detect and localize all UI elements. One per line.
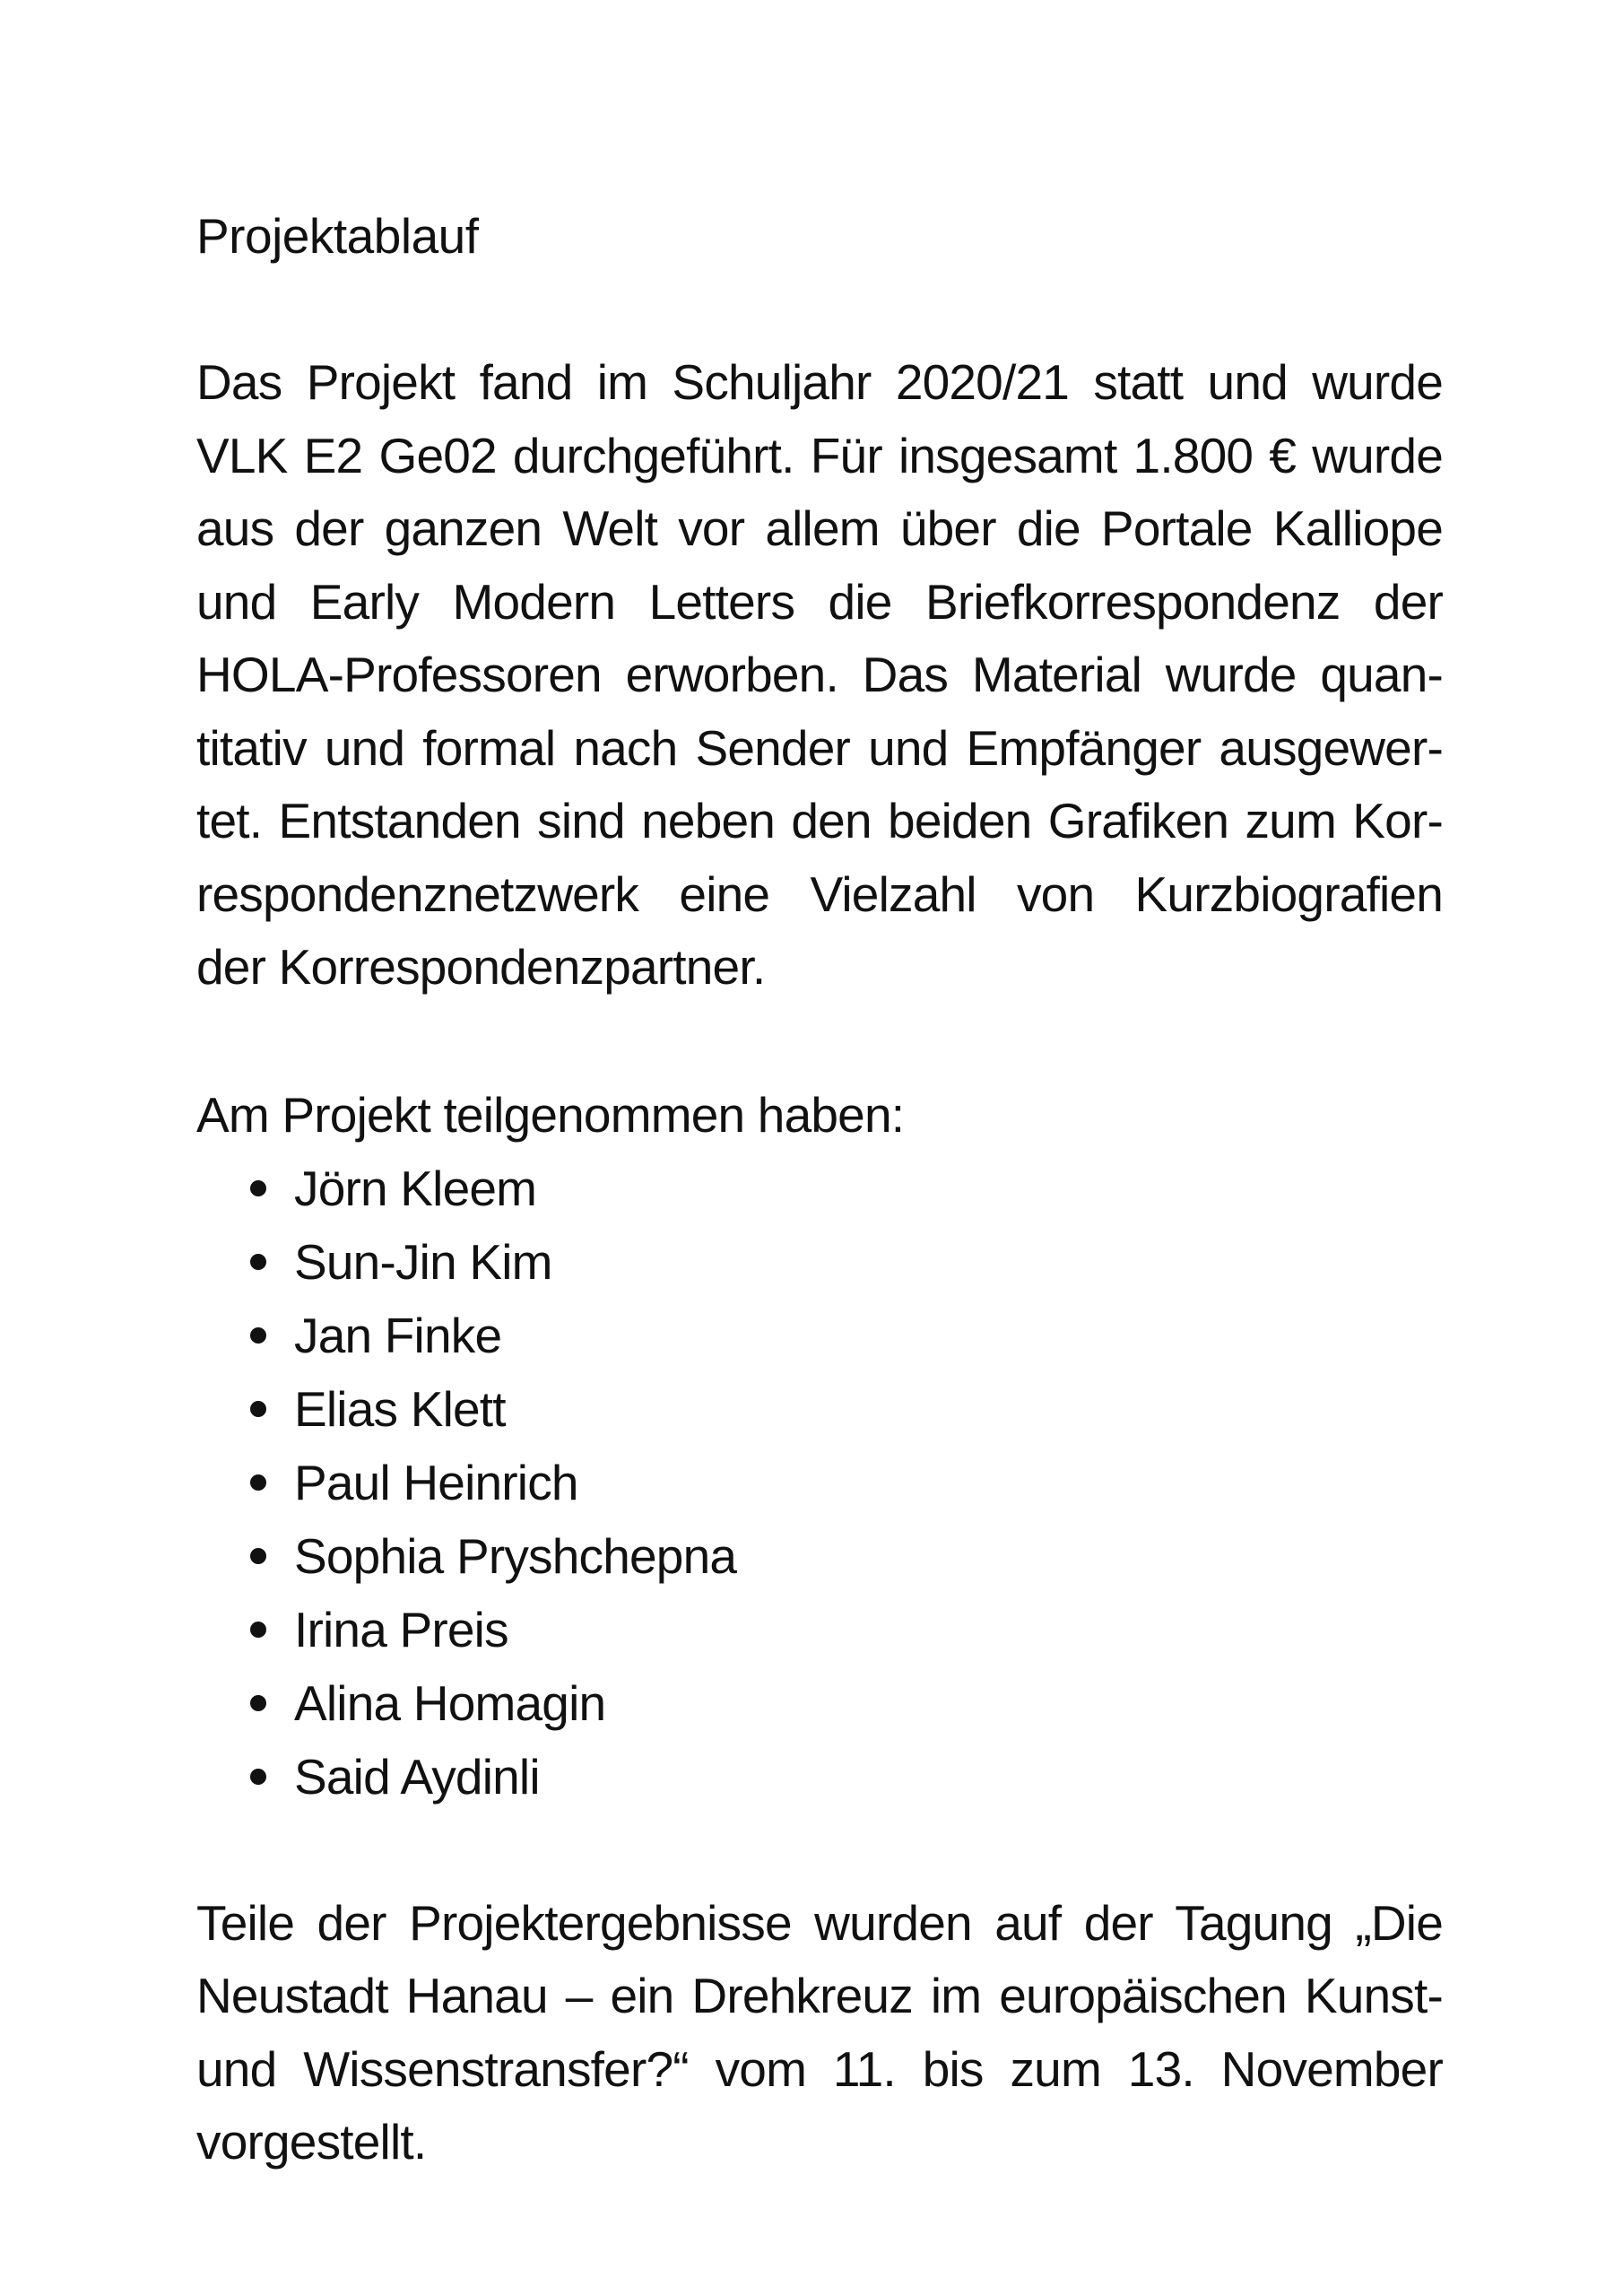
participant-name: Sun-Jin Kim <box>294 1233 552 1290</box>
paragraph-line: aus der ganzen Welt vor allem über die Portale Kalliope <box>196 500 1443 556</box>
participant-name: Alina Homagin <box>294 1674 606 1731</box>
list-item <box>196 1225 1443 1299</box>
bullet-icon <box>250 1622 266 1638</box>
paragraph-conference <box>196 1887 1443 2179</box>
bullet-icon <box>250 1254 266 1270</box>
document-page <box>196 199 1443 2179</box>
paragraph-line: Teile der Projektergebnisse wurden auf der Tagung „Die <box>196 1894 1443 1951</box>
participant-name: Said Aydinli <box>294 1748 540 1805</box>
bullet-icon <box>250 1401 266 1417</box>
paragraph-line: vorgestellt. <box>196 2114 427 2170</box>
list-item <box>196 1740 1443 1813</box>
bullet-icon <box>250 1769 266 1785</box>
paragraph-line: und Wissenstransfer?“ vom 11. bis zum 13. November <box>196 2040 1443 2097</box>
paragraph-line: respondenznetzwerk eine Vielzahl von Kurzbiografien <box>196 865 1443 922</box>
page-title: Projektablauf <box>196 208 479 264</box>
spacer <box>196 1813 1443 1887</box>
participants-intro: Am Projekt teilgenommen haben: <box>196 1086 905 1143</box>
participant-name: Jörn Kleem <box>294 1160 537 1216</box>
list-item <box>196 1593 1443 1666</box>
list-item <box>196 1519 1443 1593</box>
participant-name: Sophia Pryshchepna <box>294 1527 737 1584</box>
list-item <box>196 1446 1443 1519</box>
paragraph-line: tet. Entstanden sind neben den beiden Grafiken zum Kor- <box>196 793 1443 848</box>
participant-name: Elias Klett <box>294 1380 506 1437</box>
participant-name: Irina Preis <box>294 1601 508 1657</box>
paragraph-line: HOLA-Professoren erworben. Das Material wurde quan- <box>196 647 1443 702</box>
paragraph-line: Das Projekt fand im Schuljahr 2020/21 statt und wurde <box>196 354 1443 410</box>
spacer <box>196 273 1443 346</box>
list-item <box>196 1299 1443 1372</box>
list-item <box>196 1372 1443 1446</box>
paragraph-line: und Early Modern Letters die Briefkorrespondenz der <box>196 573 1443 630</box>
bullet-icon <box>250 1327 266 1344</box>
participants-list <box>196 1152 1443 1813</box>
bullet-icon <box>250 1180 266 1196</box>
list-item <box>196 1666 1443 1740</box>
bullet-icon <box>250 1474 266 1491</box>
spacer <box>196 1004 1443 1078</box>
paragraph-project-description <box>196 346 1443 1004</box>
paragraph-line: VLK E2 Ge02 durchgeführt. Für insgesamt 1.800 € wurde <box>196 427 1443 483</box>
list-item <box>196 1152 1443 1225</box>
participant-name: Jan Finke <box>294 1307 502 1363</box>
paragraph-line: der Korrespondenzpartner. <box>196 939 766 995</box>
paragraph-line: titativ und formal nach Sender und Empfänger ausgewer- <box>196 719 1443 776</box>
participant-name: Paul Heinrich <box>294 1454 578 1510</box>
paragraph-line: Neustadt Hanau – ein Drehkreuz im europäischen Kunst- <box>196 1968 1443 2023</box>
bullet-icon <box>250 1548 266 1564</box>
bullet-icon <box>250 1695 266 1711</box>
